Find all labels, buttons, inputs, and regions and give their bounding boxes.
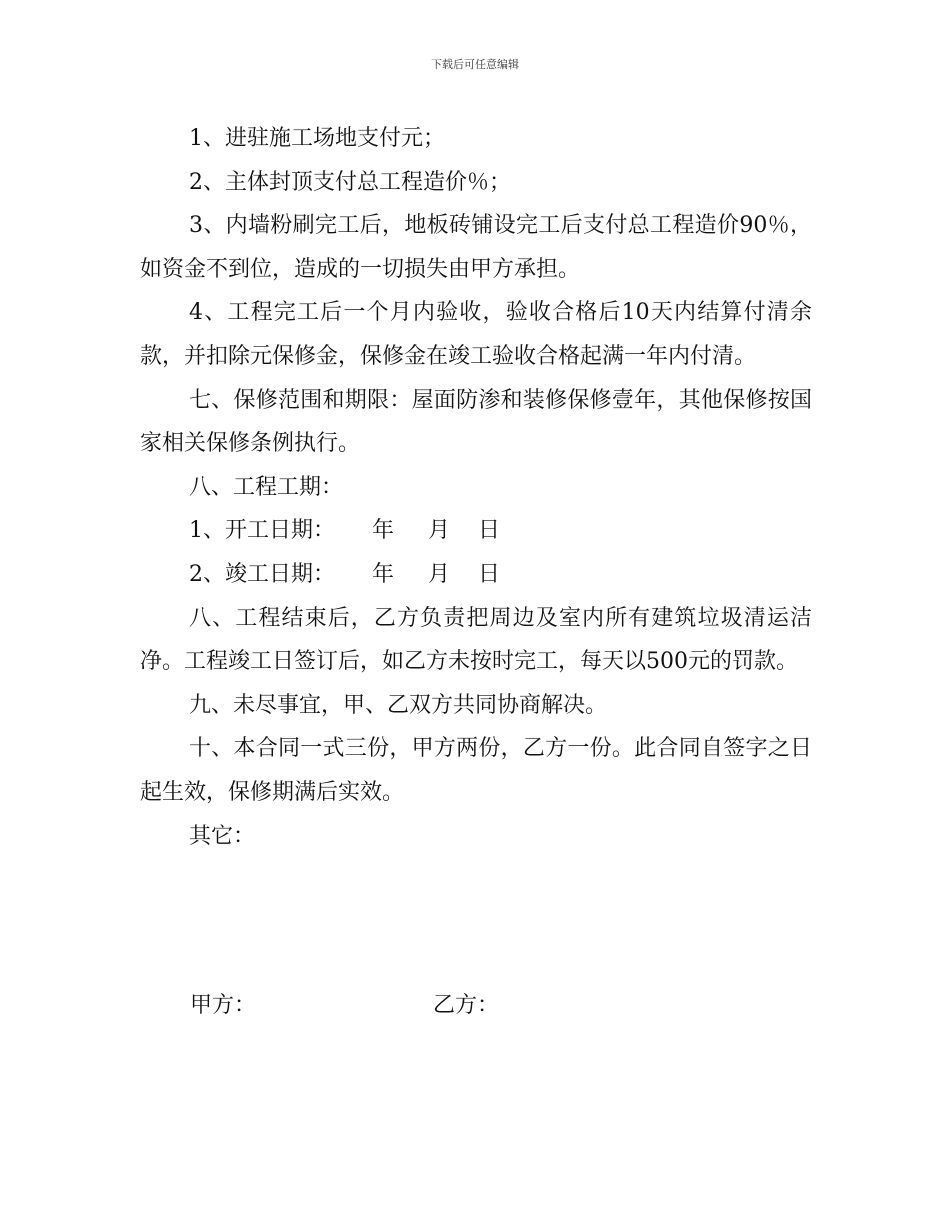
start-date-line — [140, 509, 812, 553]
payment-item-1: 1、进驻施工场地支付元； — [189, 126, 445, 151]
end-year: 年 — [372, 561, 395, 587]
payment-item-2: 2、主体封顶支付总工程造价％； — [189, 169, 511, 195]
other-heading: 其它： — [189, 823, 256, 849]
copies-clause: 十、本合同一式三份，甲方两份，乙方一份。此合同自签字之日起生效，保修期满后实效。 — [140, 736, 812, 805]
payment-item-4: 4、工程完工后一个月内验收，验收合格后10天内结算付清余款，并扣除元保修金，保修金在竣工验收合格起满一年内付清。 — [140, 300, 812, 369]
warranty-clause: 七、保修范围和期限：屋面防渗和装修保修壹年，其他保修按国家相关保修条例执行。 — [140, 387, 812, 457]
start-year: 年 — [372, 518, 395, 544]
party-a-label: 甲方： — [190, 993, 257, 1018]
end-date-line — [140, 553, 812, 597]
start-date-label: 1、开工日期： — [189, 518, 335, 544]
signature-row — [190, 988, 810, 1032]
contract-body — [140, 117, 812, 858]
party-b-label: 乙方： — [433, 993, 500, 1018]
start-month: 月 — [428, 518, 451, 544]
page-header-note: 下载后可任意编辑 — [431, 58, 519, 71]
start-day: 日 — [478, 518, 501, 544]
schedule-heading: 八、工程工期： — [189, 474, 344, 500]
cleanup-clause: 八、工程结束后，乙方负责把周边及室内所有建筑垃圾清运洁净。工程竣工日签订后，如乙方未按时完工，每天以500元的罚款。 — [140, 605, 812, 675]
end-date-label: 2、竣工日期： — [189, 561, 335, 587]
end-month: 月 — [428, 561, 451, 587]
unresolved-matters-clause: 九、未尽事宜，甲、乙双方共同协商解决。 — [189, 692, 608, 718]
payment-item-3: 3、内墙粉刷完工后，地板砖铺设完工后支付总工程造价90％，如资金不到位，造成的一切损失由甲方承担。 — [140, 213, 812, 282]
end-day: 日 — [478, 561, 501, 587]
